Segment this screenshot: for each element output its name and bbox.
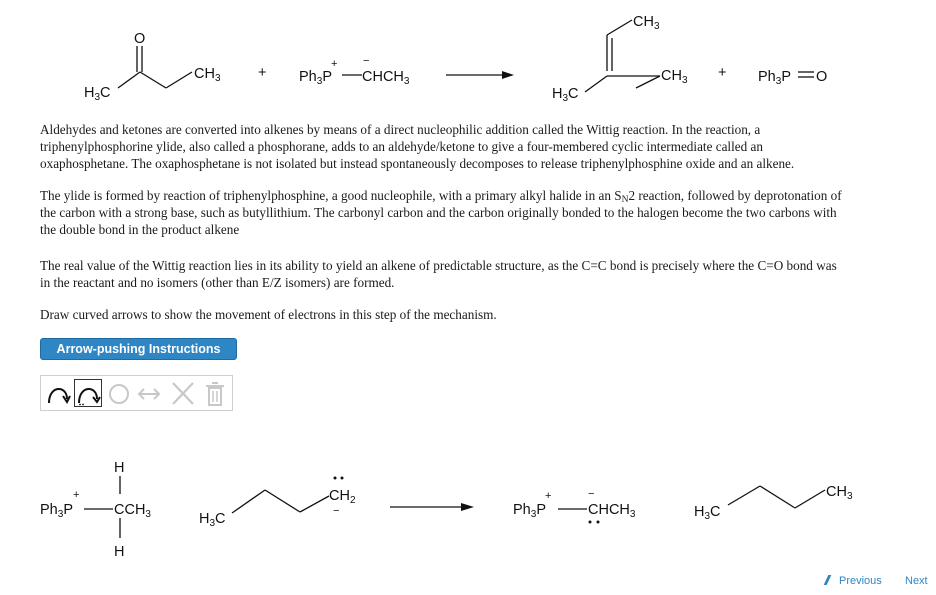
alkene-methyl-right: $CH_3$ xyxy=(661,68,688,86)
paragraph-wittig-intro xyxy=(40,121,936,172)
ring-icon xyxy=(105,379,133,407)
delete-tool[interactable] xyxy=(169,379,197,407)
double-curved-arrow-tool[interactable] xyxy=(44,379,72,407)
resonance-arrow-tool[interactable] xyxy=(135,379,163,407)
ketone-oxygen: O xyxy=(134,31,146,47)
paragraph-line: the carbon with a strong base, such as butyllithium. The carbonyl carbon and the carbon originally bonded to the halogen become the two carbons with xyxy=(40,205,837,220)
trash-icon xyxy=(201,379,229,407)
arrow-tool-toolbar xyxy=(40,375,233,411)
paragraph-line: The real value of the Wittig reaction lies in its ability to yield an alkene of predictable structure, as the C=C bond is precisely where the C=O bond was xyxy=(40,258,837,273)
product-ylide-structure xyxy=(513,488,636,524)
propane-structure xyxy=(694,484,853,522)
paragraph-line xyxy=(40,187,936,204)
phosphine-oxide-oxygen: O xyxy=(816,69,828,85)
propane-methyl-right: $CH_3$ xyxy=(826,484,853,502)
phosphine-oxide-structure xyxy=(758,69,827,87)
paragraph-line: oxaphosphetane. The oxaphosphetane is not isolated but instead spontaneously decomposes to release triphenylphosphine oxide and an alkene. xyxy=(40,156,795,171)
phosphine-oxide-label: $Ph_3P$ xyxy=(758,69,791,87)
paragraph-ylide-formation xyxy=(40,187,936,238)
paragraph-line: the double bond in the product alkene xyxy=(40,222,240,237)
paragraph-instructions xyxy=(40,306,936,323)
alkene-methyl-top: $CH_3$ xyxy=(633,14,660,32)
propyl-anion-structure xyxy=(199,477,356,530)
ring-tool[interactable] xyxy=(105,379,133,407)
previous-link[interactable] xyxy=(826,575,882,595)
plus-sign-2: + xyxy=(718,65,727,81)
phosphonium-carbon: $CCH_3$ xyxy=(114,502,151,520)
propyl-anion-methyl: $H_3C$ xyxy=(199,511,226,529)
ylide-ph3p: $Ph_3P$ xyxy=(299,69,332,87)
previous-label: Previous xyxy=(839,575,882,587)
alkene-methyl-left: $H_3C$ xyxy=(552,86,579,104)
paragraph-line: in the reactant and no isomers (other than E/Z isomers) are formed. xyxy=(40,275,395,290)
ylide-carbanion: $CHCH_3$ xyxy=(362,69,410,87)
resonance-arrow-icon xyxy=(135,379,163,407)
phosphonium-ph3p: $Ph_3P$ xyxy=(40,502,73,520)
phosphonium-h-top: H xyxy=(114,460,125,476)
trash-tool[interactable] xyxy=(201,379,229,407)
propyl-anion-carbanion: $CH_2$ xyxy=(329,488,356,506)
ylide-positive-charge: + xyxy=(331,58,338,70)
phosphonium-h-bottom: H xyxy=(114,544,125,560)
text-span: 2 reaction, followed by deprotonation of xyxy=(628,188,842,203)
product-ylide-negative-charge: − xyxy=(588,488,595,500)
product-ylide-positive-charge: + xyxy=(545,490,552,502)
paragraph-line: Aldehydes and ketones are converted into alkenes by means of a direct nucleophilic addition called the Wittig reaction. In the reaction, a xyxy=(40,122,761,137)
arrow-pushing-instructions-button[interactable]: Arrow-pushing Instructions xyxy=(40,338,237,360)
butanone-structure xyxy=(84,31,221,103)
paragraph-line: triphenylphosphorine ylide, also called a phosphorane, adds to an aldehyde/ketone to give a four-membered cyclic intermediate called an xyxy=(40,139,763,154)
ylide-negative-charge: − xyxy=(363,55,370,67)
text-span: The ylide is formed by reaction of triphenylphosphine, a good nucleophile, with a primary alkyl halide in an S xyxy=(40,188,622,203)
delete-x-icon xyxy=(169,379,197,407)
single-curved-arrow-icon xyxy=(75,380,101,406)
phosphonium-positive-charge: + xyxy=(73,489,80,501)
ketone-methyl-right: $CH_3$ xyxy=(194,66,221,84)
phosphonium-structure xyxy=(40,460,151,560)
ketone-methyl-left: $H_3C$ xyxy=(84,85,111,103)
wittig-overall-scheme xyxy=(0,0,936,120)
paragraph-line: Draw curved arrows to show the movement of electrons in this step of the mechanism. xyxy=(40,307,497,322)
propane-methyl-left: $H_3C$ xyxy=(694,504,721,522)
next-link[interactable]: Next xyxy=(905,575,928,587)
alkene-product-structure xyxy=(552,14,688,104)
single-curved-arrow-tool[interactable] xyxy=(74,379,102,407)
double-curved-arrow-icon xyxy=(44,379,72,407)
product-ylide-carbanion: $CHCH_3$ xyxy=(588,502,636,520)
ylide-structure xyxy=(299,55,410,87)
propyl-anion-negative-charge: − xyxy=(333,505,340,517)
product-ylide-ph3p: $Ph_3P$ xyxy=(513,502,546,520)
paragraph-wittig-value xyxy=(40,257,936,291)
plus-sign-1: + xyxy=(258,65,267,81)
subscript-n: N xyxy=(621,195,629,205)
